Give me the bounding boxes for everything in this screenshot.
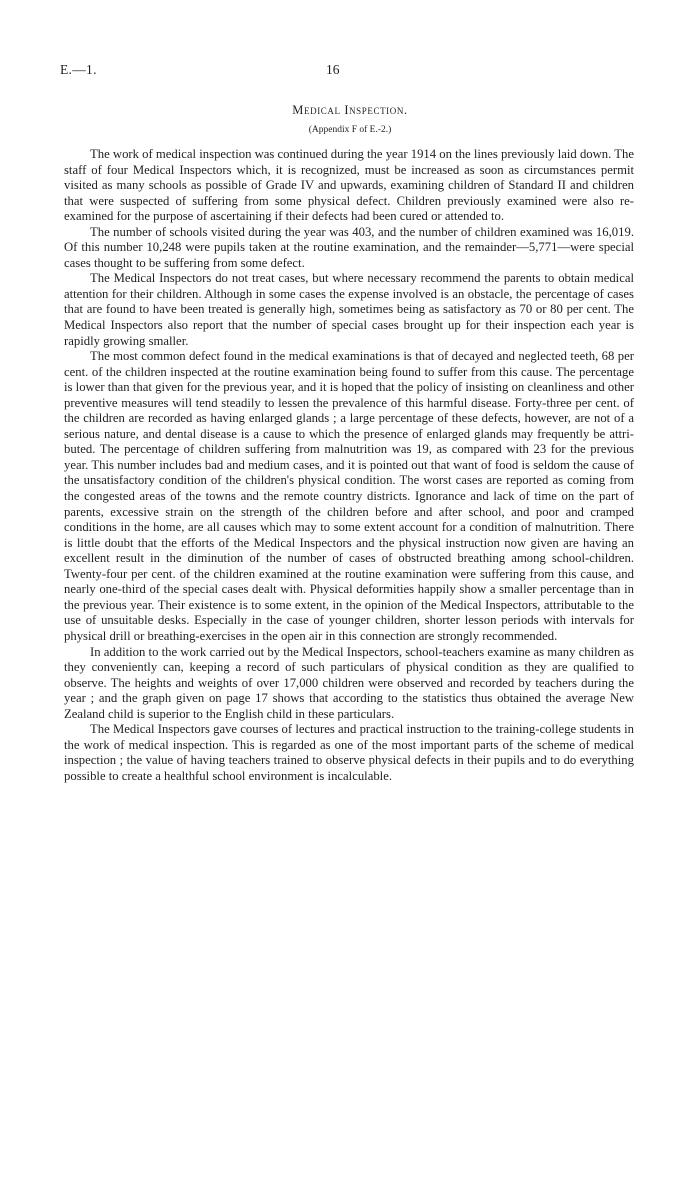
section-title: Medical Inspection. (292, 103, 408, 117)
paragraph: In addition to the work carried out by the Medical Inspectors, school-teachers examine as many children as they conveniently can, keeping a record of such particulars of physical condition as they are qualified to observe. The heights and weights of over 17,000 children were observed and recorded by teachers during the year ; and the graph given on page 17 shows that according to the statistics thus obtained the average New Zealand child is superior to the English child in these particulars. (64, 644, 634, 721)
body-text (64, 147, 634, 784)
paragraph: The work of medical inspection was continued during the year 1914 on the lines previously laid down. The staff of four Medical Inspectors which, it is recognized, must be increased as soon as circumstances permit visited as many schools as possible of Grade IV and upwards, examining children of Standard II and children that were suspected of suffering from some physical defect. Children previously examined were also re-examined for the purpose of ascertaining if their defects had been cured or attended to. (64, 147, 634, 224)
paragraph: The most common defect found in the medical examinations is that of decayed and neglected teeth, 68 per cent. of the children inspected at the routine examination being found to suffer from this cause. The percentage is lower than that given for the previous year, and it is hoped that the policy of insisting on cleanliness and other preventive measures will tend steadily to lessen the prevalence of this harmful disease. Forty-three per cent. of the children are recorded as having enlarged glands ; a large percentage of these defects, however, are not of a serious nature, and dental disease is a cause to which the presence of enlarged glands may frequently be attributed. The percentage of children suffering from malnutrition was 19, as compared with 23 for the previous year. This number includes bad and medium cases, and it is pointed out that want of food is seldom the cause of the unsatisfactory condition of the children's physical condition. The worst cases are reported as coming from the congested areas of the towns and the remote country districts. Ignorance and lack of time on the part of parents, excessive strain on the strength of the children before and after school, and poor and cramped conditions in the home, are all causes which may to some extent account for a condition of malnutrition. There is little doubt that the efforts of the Medical Inspectors and the physical instruction now given are having an excellent result in the diminution of the number of cases of obstructed breathing among school-children. Twenty-four per cent. of the children examined at the routine examination were suffering from this cause, and nearly one-third of the special cases dealt with. Physical deformities happily show a smaller percentage than in the previous year. Their existence is to some extent, in the opinion of the Medical Inspectors, attributable to the use of unsuitable desks. Especially in the case of younger children, shorter lesson periods with intervals for physical drill or breathing-exercises in the open air in this connection are strongly recommended. (64, 349, 634, 643)
section-subtitle: (Appendix F of E.-2.) (308, 125, 392, 135)
paragraph: The Medical Inspectors do not treat cases, but where necessary recommend the parents to obtain medical attention for their children. Although in some cases the expense involved is an obstacle, the percentage of cases that are found to have been treated is generally high, sometimes being as satisfactory as 70 or 80 per cent. The Medical Inspectors also report that the number of special cases brought up for their inspection each year is rapidly growing smaller. (64, 271, 634, 348)
paragraph: The Medical Inspectors gave courses of lectures and practical instruction to the training-college students in the work of medical inspection. This is regarded as one of the most important parts of the scheme of medical inspection ; the value of having teachers trained to observe physical defects in their pupils and to do everything possible to create a healthful school environment is incalculable. (64, 722, 634, 783)
report-reference: E.—1. (60, 62, 97, 77)
page-number: 16 (326, 62, 340, 77)
paragraph: The number of schools visited during the year was 403, and the number of children examined was 16,019. Of this number 10,248 were pupils taken at the routine examination, and the remainder—5,771—were special cases thought to be suffering from some defect. (64, 224, 634, 270)
